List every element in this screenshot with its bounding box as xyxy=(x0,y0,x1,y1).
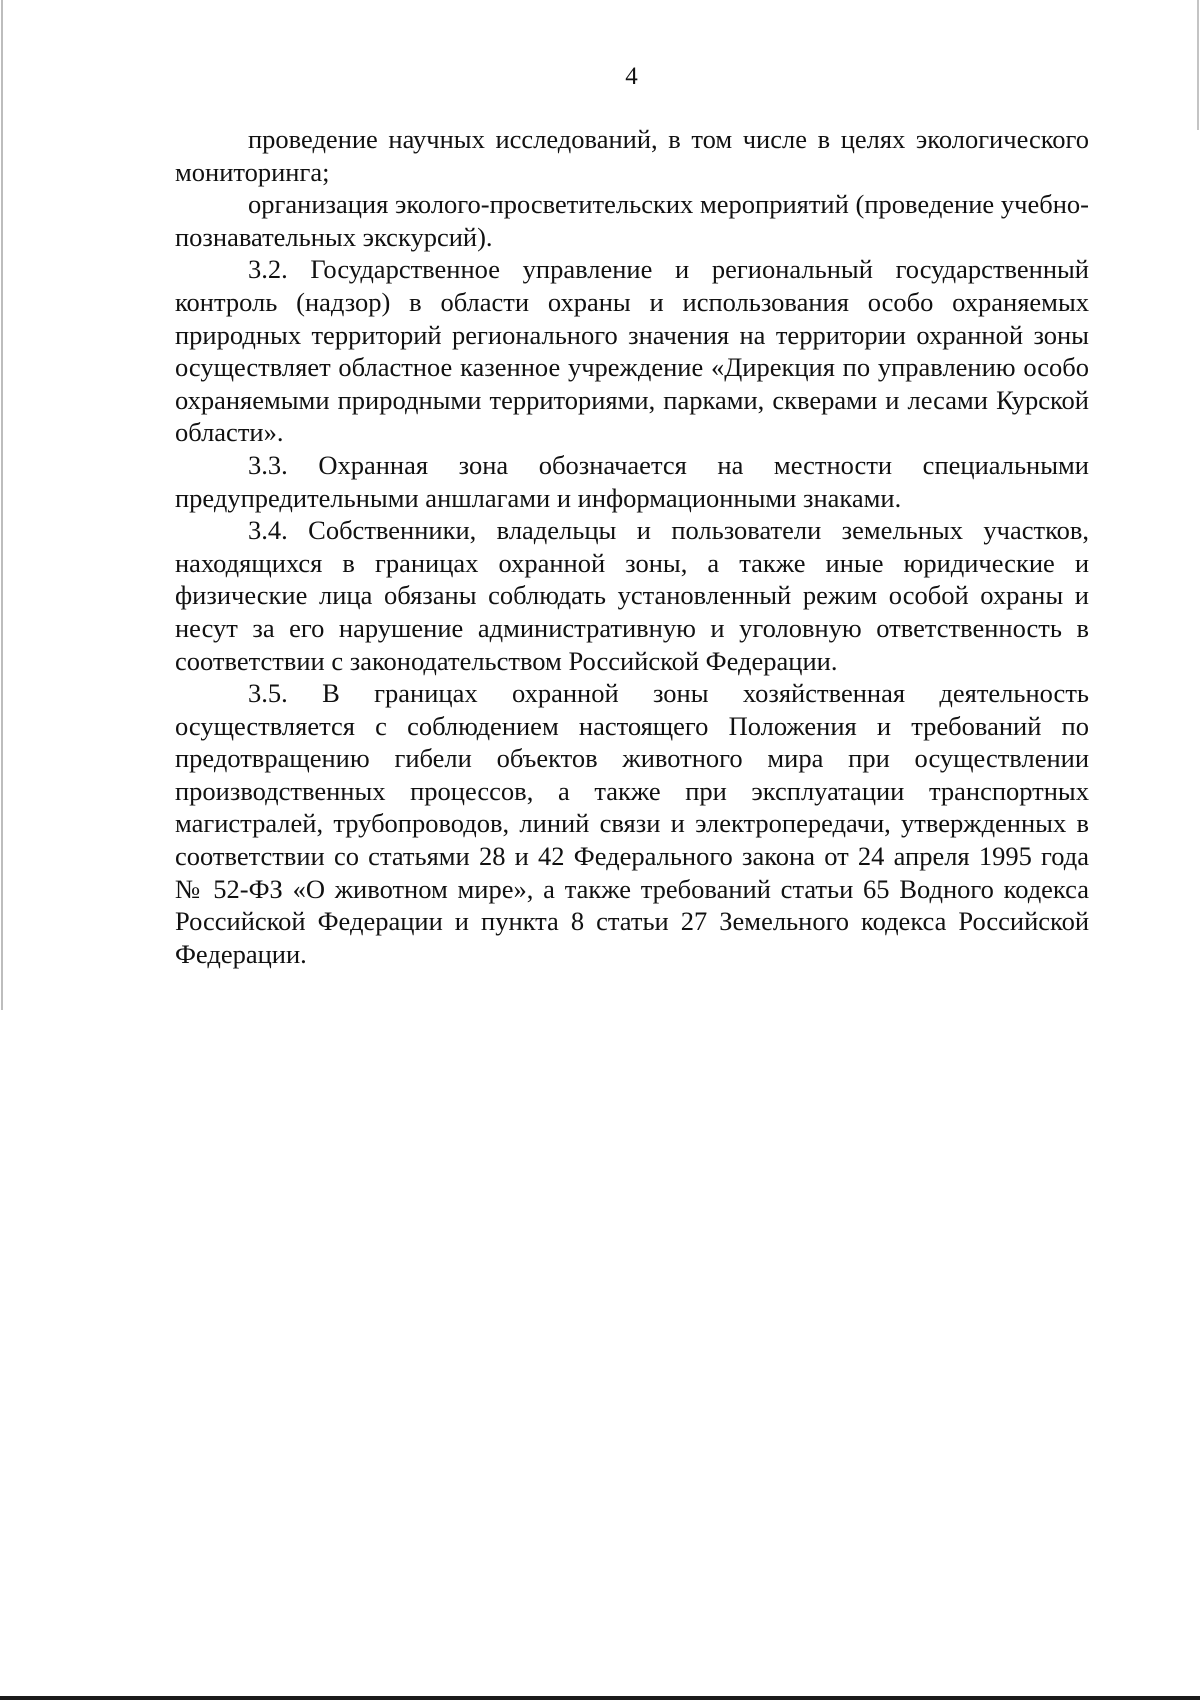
paragraph-3-3: 3.3. Охранная зона обозначается на местности специальными предупредительными аншлагами и информационными знаками. xyxy=(175,449,1089,513)
scan-left-edge xyxy=(1,0,3,1010)
paragraph-3-2: 3.2. Государственное управление и региональный государственный контроль (надзор) в области охраны и использования особо охраняемых природных территорий регионального значения на территории охранной зоны осуществляет областное казенное учреждение «Дирекция по управлению особо охраняемыми природными территориями, парками, скверами и лесами Курской области». xyxy=(175,254,1089,448)
paragraph-scientific-research: проведение научных исследований, в том числе в целях экологического мониторинга; xyxy=(175,124,1089,187)
paragraph-3-4: 3.4. Собственники, владельцы и пользователи земельных участков, находящихся в границах охранной зоны, а также иные юридические и физические лица обязаны соблюдать установленный режим особой охраны и несут за его нарушение административную и уголовную ответственность в соответствии с законодательством Российской Федерации. xyxy=(175,515,1089,676)
paragraph-3-5: 3.5. В границах охранной зоны хозяйственная деятельность осуществляется с соблюдением настоящего Положения и требований по предотвращению гибели объектов животного мира при осуществлении производственных процессов, а также при эксплуатации транспортных магистралей, трубопроводов, линий связи и электропередачи, утвержденных в соответствии со статьями 28 и 42 Федерального закона от 24 апреля 1995 года № 52-ФЗ «О животном мире», а также требований статьи 65 Водного кодекса Российской Федерации и пункта 8 статьи 27 Земельного кодекса Российской Федерации. xyxy=(175,678,1089,969)
page-number: 4 xyxy=(625,63,638,90)
scan-bottom-edge xyxy=(0,1696,1200,1700)
document-body xyxy=(175,123,1089,970)
paragraph-ecological-education: организация эколого-просветительских мероприятий (проведение учебно-познавательных экскурсий). xyxy=(175,189,1089,252)
